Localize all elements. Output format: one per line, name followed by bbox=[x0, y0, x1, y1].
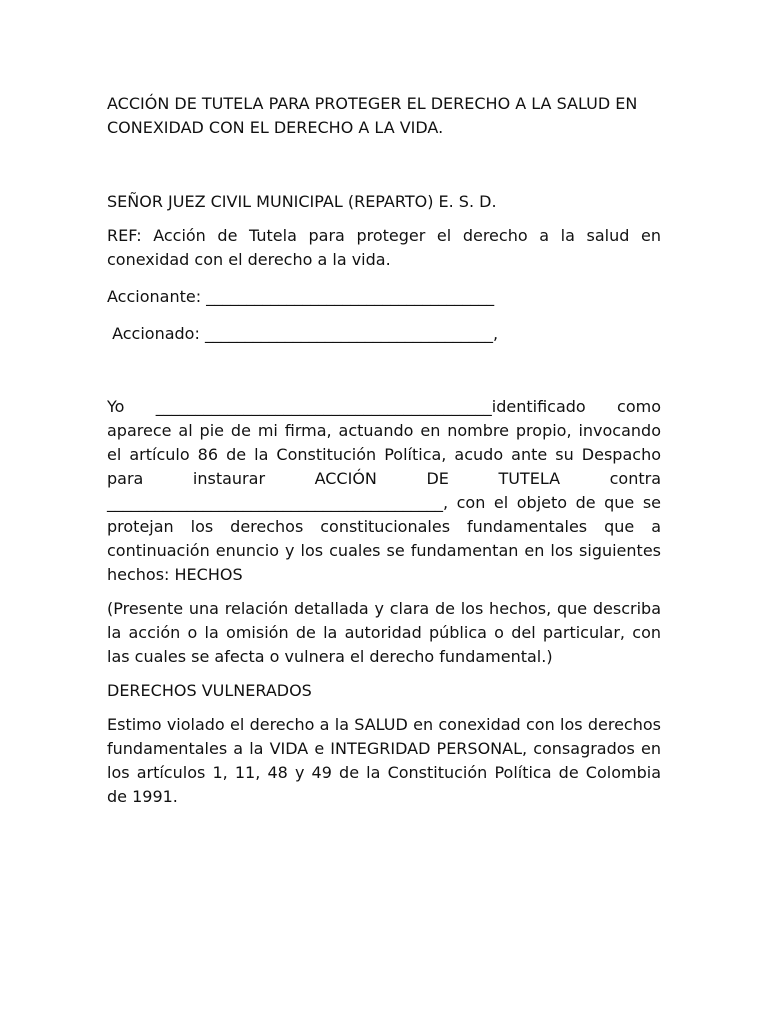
intro-paragraph: Yo __________________________________________identificado como aparece al pie de mi firma, actuando en nombre propio, invocando el artículo 86 de la Constitución Política, acudo ante su Despacho para instaurar ACCIÓN DE TUTELA contra __________________________________________, con el objeto de que se protejan los derechos constitucionales fundamentales que a continuación enuncio y los cuales se fundamentan en los siguientes hechos: HECHOS bbox=[107, 397, 661, 584]
rights-heading: DERECHOS VULNERADOS bbox=[107, 681, 312, 700]
document-page bbox=[107, 92, 661, 809]
document-title: ACCIÓN DE TUTELA PARA PROTEGER EL DERECHO A LA SALUD EN CONEXIDAD CON EL DERECHO A LA VIDA. bbox=[107, 94, 638, 137]
instructions-paragraph: (Presente una relación detallada y clara de los hechos, que describa la acción o la omisión de la autoridad pública o del particular, con las cuales se afecta o vulnera el derecho fundamental.) bbox=[107, 599, 661, 666]
rights-paragraph: Estimo violado el derecho a la SALUD en conexidad con los derechos fundamentales a la VIDA e INTEGRIDAD PERSONAL, consagrados en los artículos 1, 11, 48 y 49 de la Constitución Política de Colombia de 1991. bbox=[107, 715, 661, 806]
reference-paragraph: REF: Acción de Tutela para proteger el derecho a la salud en conexidad con el derecho a la vida. bbox=[107, 226, 661, 269]
addressee-line: SEÑOR JUEZ CIVIL MUNICIPAL (REPARTO) E. S. D. bbox=[107, 192, 497, 211]
accionado-line: Accionado: ____________________________________, bbox=[107, 324, 499, 343]
accionante-line: Accionante: ____________________________________ bbox=[107, 287, 495, 306]
